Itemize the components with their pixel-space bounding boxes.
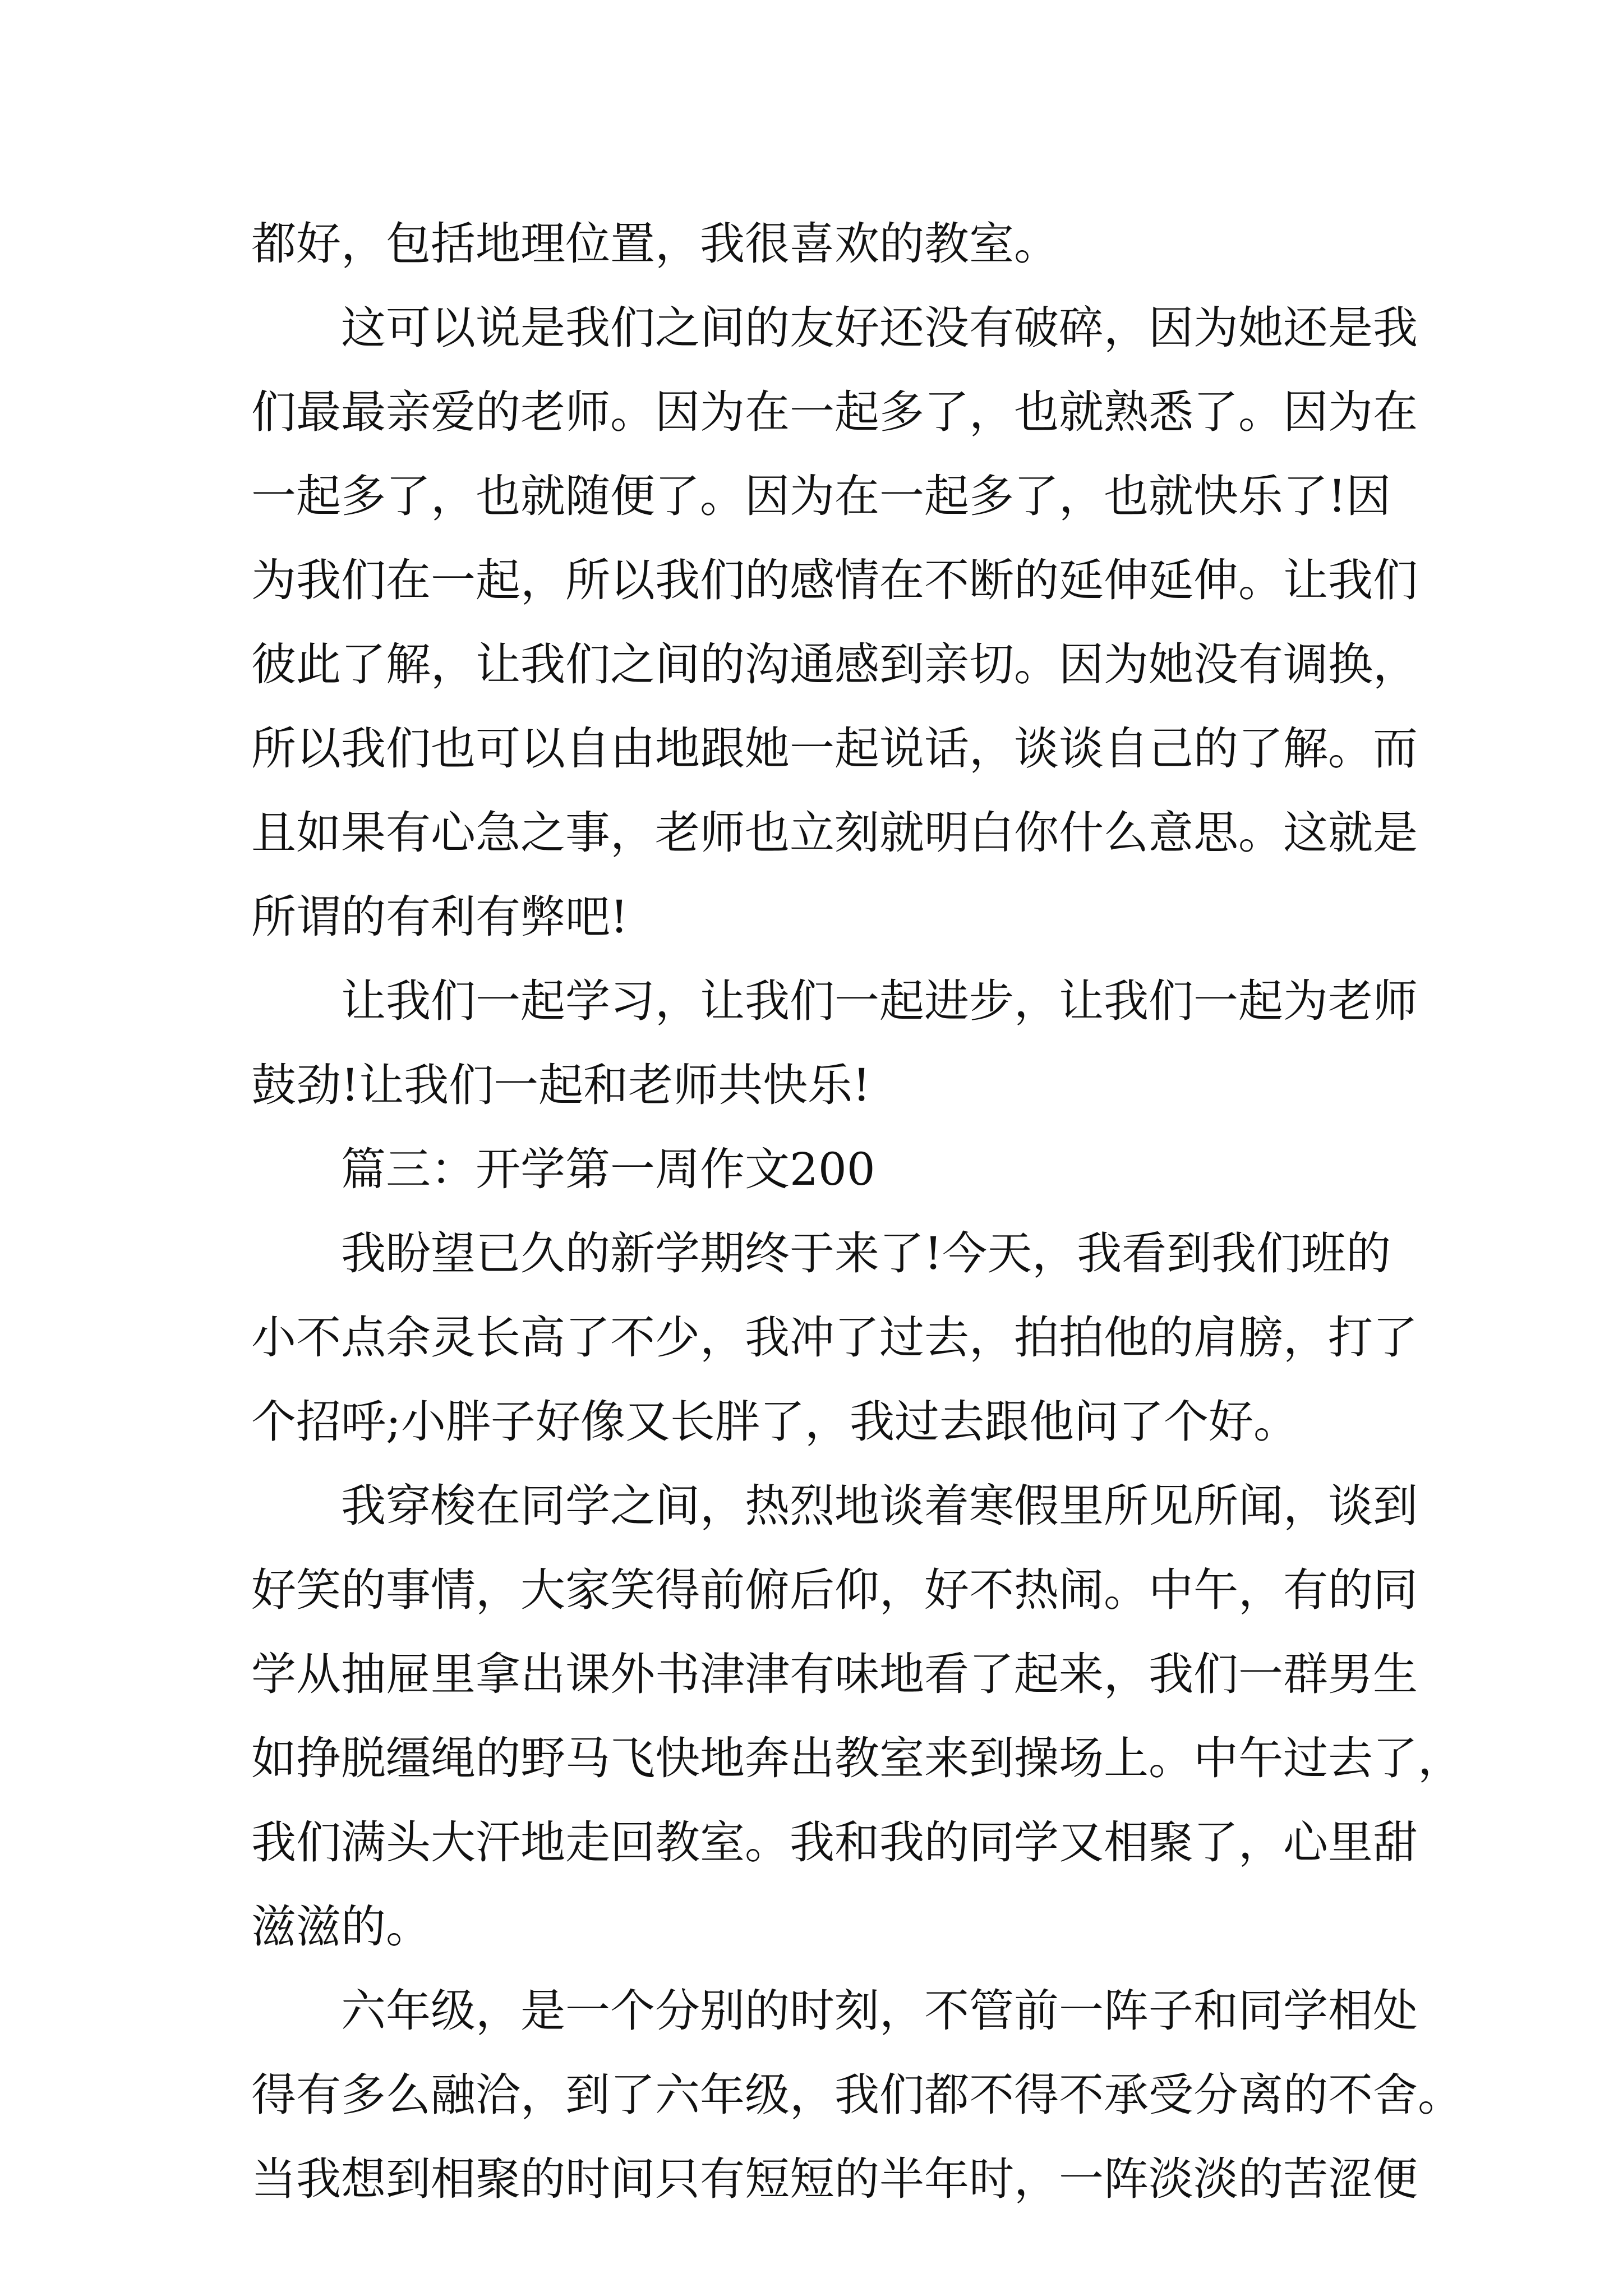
- text-line: 滋滋的。: [251, 1901, 431, 1953]
- text-line: 所谓的有利有弊吧!: [251, 891, 629, 943]
- text-line: 为我们在一起，所以我们的感情在不断的延伸延伸。让我们: [251, 554, 1418, 606]
- paragraph-first-line: 让我们一起学习，让我们一起进步，让我们一起为老师: [341, 975, 1418, 1027]
- paragraph-first-line: 我穿梭在同学之间，热烈地谈着寒假里所见所闻，谈到: [341, 1480, 1418, 1532]
- text-line: 小不点余灵长高了不少，我冲了过去，拍拍他的肩膀，打了: [251, 1312, 1418, 1364]
- text-line: 个招呼;小胖子好像又长胖了，我过去跟他问了个好。: [251, 1396, 1298, 1448]
- text-line: 我们满头大汗地走回教室。我和我的同学又相聚了，心里甜: [251, 1816, 1418, 1869]
- text-line: 学从抽屉里拿出课外书津津有味地看了起来，我们一群男生: [251, 1648, 1418, 1700]
- paragraph-first-line: 这可以说是我们之间的友好还没有破碎，因为她还是我: [341, 302, 1418, 354]
- text-line: 所以我们也可以自由地跟她一起说话，谈谈自己的了解。而: [251, 723, 1418, 775]
- paragraph-first-line: 我盼望已久的新学期终于来了!今天，我看到我们班的: [341, 1227, 1391, 1280]
- paragraph-first-line: 六年级，是一个分别的时刻，不管前一阵子和同学相处: [341, 1985, 1418, 2037]
- text-line: 们最最亲爱的老师。因为在一起多了，也就熟悉了。因为在: [251, 386, 1418, 438]
- text-line: 鼓劲!让我们一起和老师共快乐!: [251, 1059, 871, 1111]
- text-line: 如挣脱缰绳的野马飞快地奔出教室来到操场上。中午过去了，: [251, 1732, 1463, 1784]
- text-line: 当我想到相聚的时间只有短短的半年时，一阵淡淡的苦涩便: [251, 2153, 1418, 2205]
- text-line: 彼此了解，让我们之间的沟通感到亲切。因为她没有调换，: [251, 638, 1418, 691]
- text-line: 得有多么融洽，到了六年级，我们都不得不承受分离的不舍。: [251, 2069, 1463, 2121]
- document-body: [251, 202, 1463, 2221]
- section-heading: 篇三：开学第一周作文200: [341, 1143, 875, 1195]
- text-line: 好笑的事情，大家笑得前俯后仰，好不热闹。中午，有的同: [251, 1564, 1418, 1616]
- text-line: 都好，包括地理位置，我很喜欢的教室。: [251, 218, 1059, 270]
- text-line: 一起多了，也就随便了。因为在一起多了，也就快乐了!因: [251, 470, 1391, 522]
- text-line: 且如果有心急之事，老师也立刻就明白你什么意思。这就是: [251, 807, 1418, 859]
